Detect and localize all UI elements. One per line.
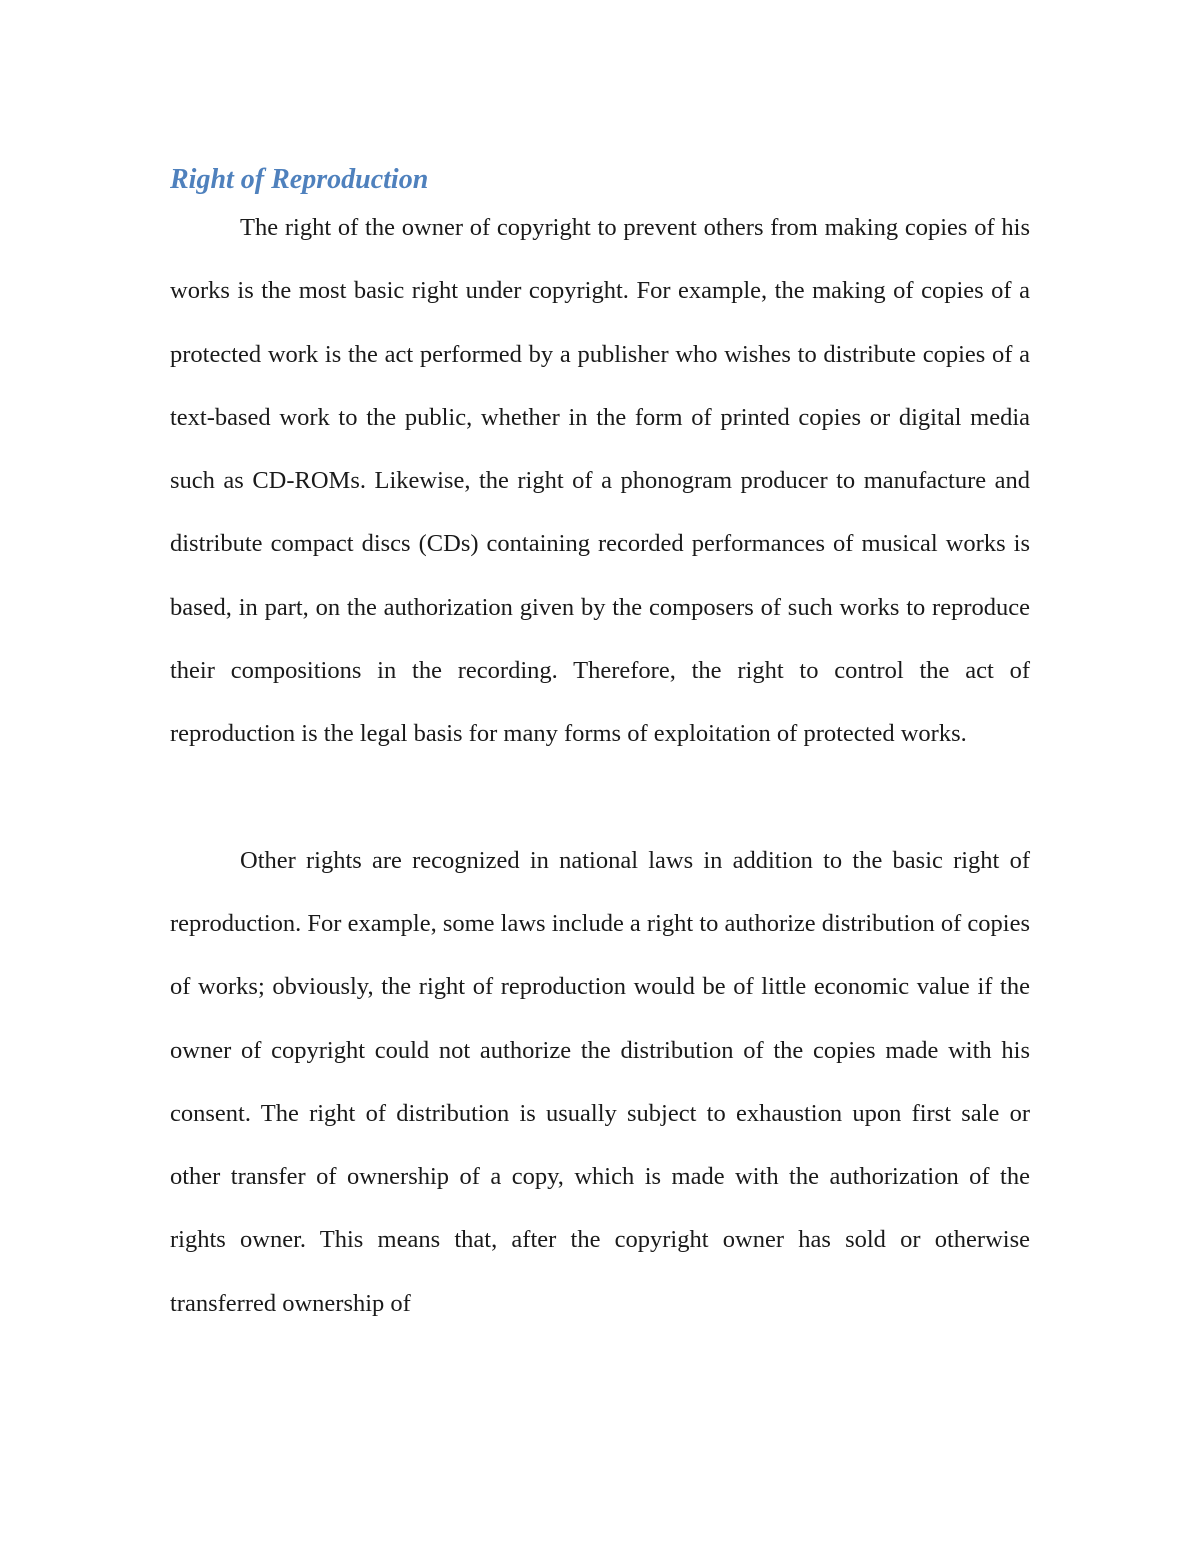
- paragraph-1: The right of the owner of copyright to prevent others from making copies of his works is the most basic right under copyright. For example, the making of copies of a protected work is the act performed by a publisher who wishes to distribute copies of a text-based work to the public, whether in the form of printed copies or digital media such as CD-ROMs. Likewise, the right of a phonogram producer to manufacture and distribute compact discs (CDs) containing recorded performances of musical works is based, in part, on the authorization given by the composers of such works to reproduce their compositions in the recording. Therefore, the right to control the act of reproduction is the legal basis for many forms of exploitation of protected works.: [170, 214, 1030, 748]
- paragraph-2: Other rights are recognized in national laws in addition to the basic right of reproduction. For example, some laws include a right to authorize distribution of copies of works; obviously, the right of reproduction would be of little economic value if the owner of copyright could not authorize the distribution of the copies made with his consent. The right of distribution is usually subject to exhaustion upon first sale or other transfer of ownership of a copy, which is made with the authorization of the rights owner. This means that, after the copyright owner has sold or otherwise transferred ownership of: [170, 846, 1031, 1317]
- section-heading: Right of Reproduction: [170, 164, 429, 195]
- document-body: [170, 158, 1030, 1335]
